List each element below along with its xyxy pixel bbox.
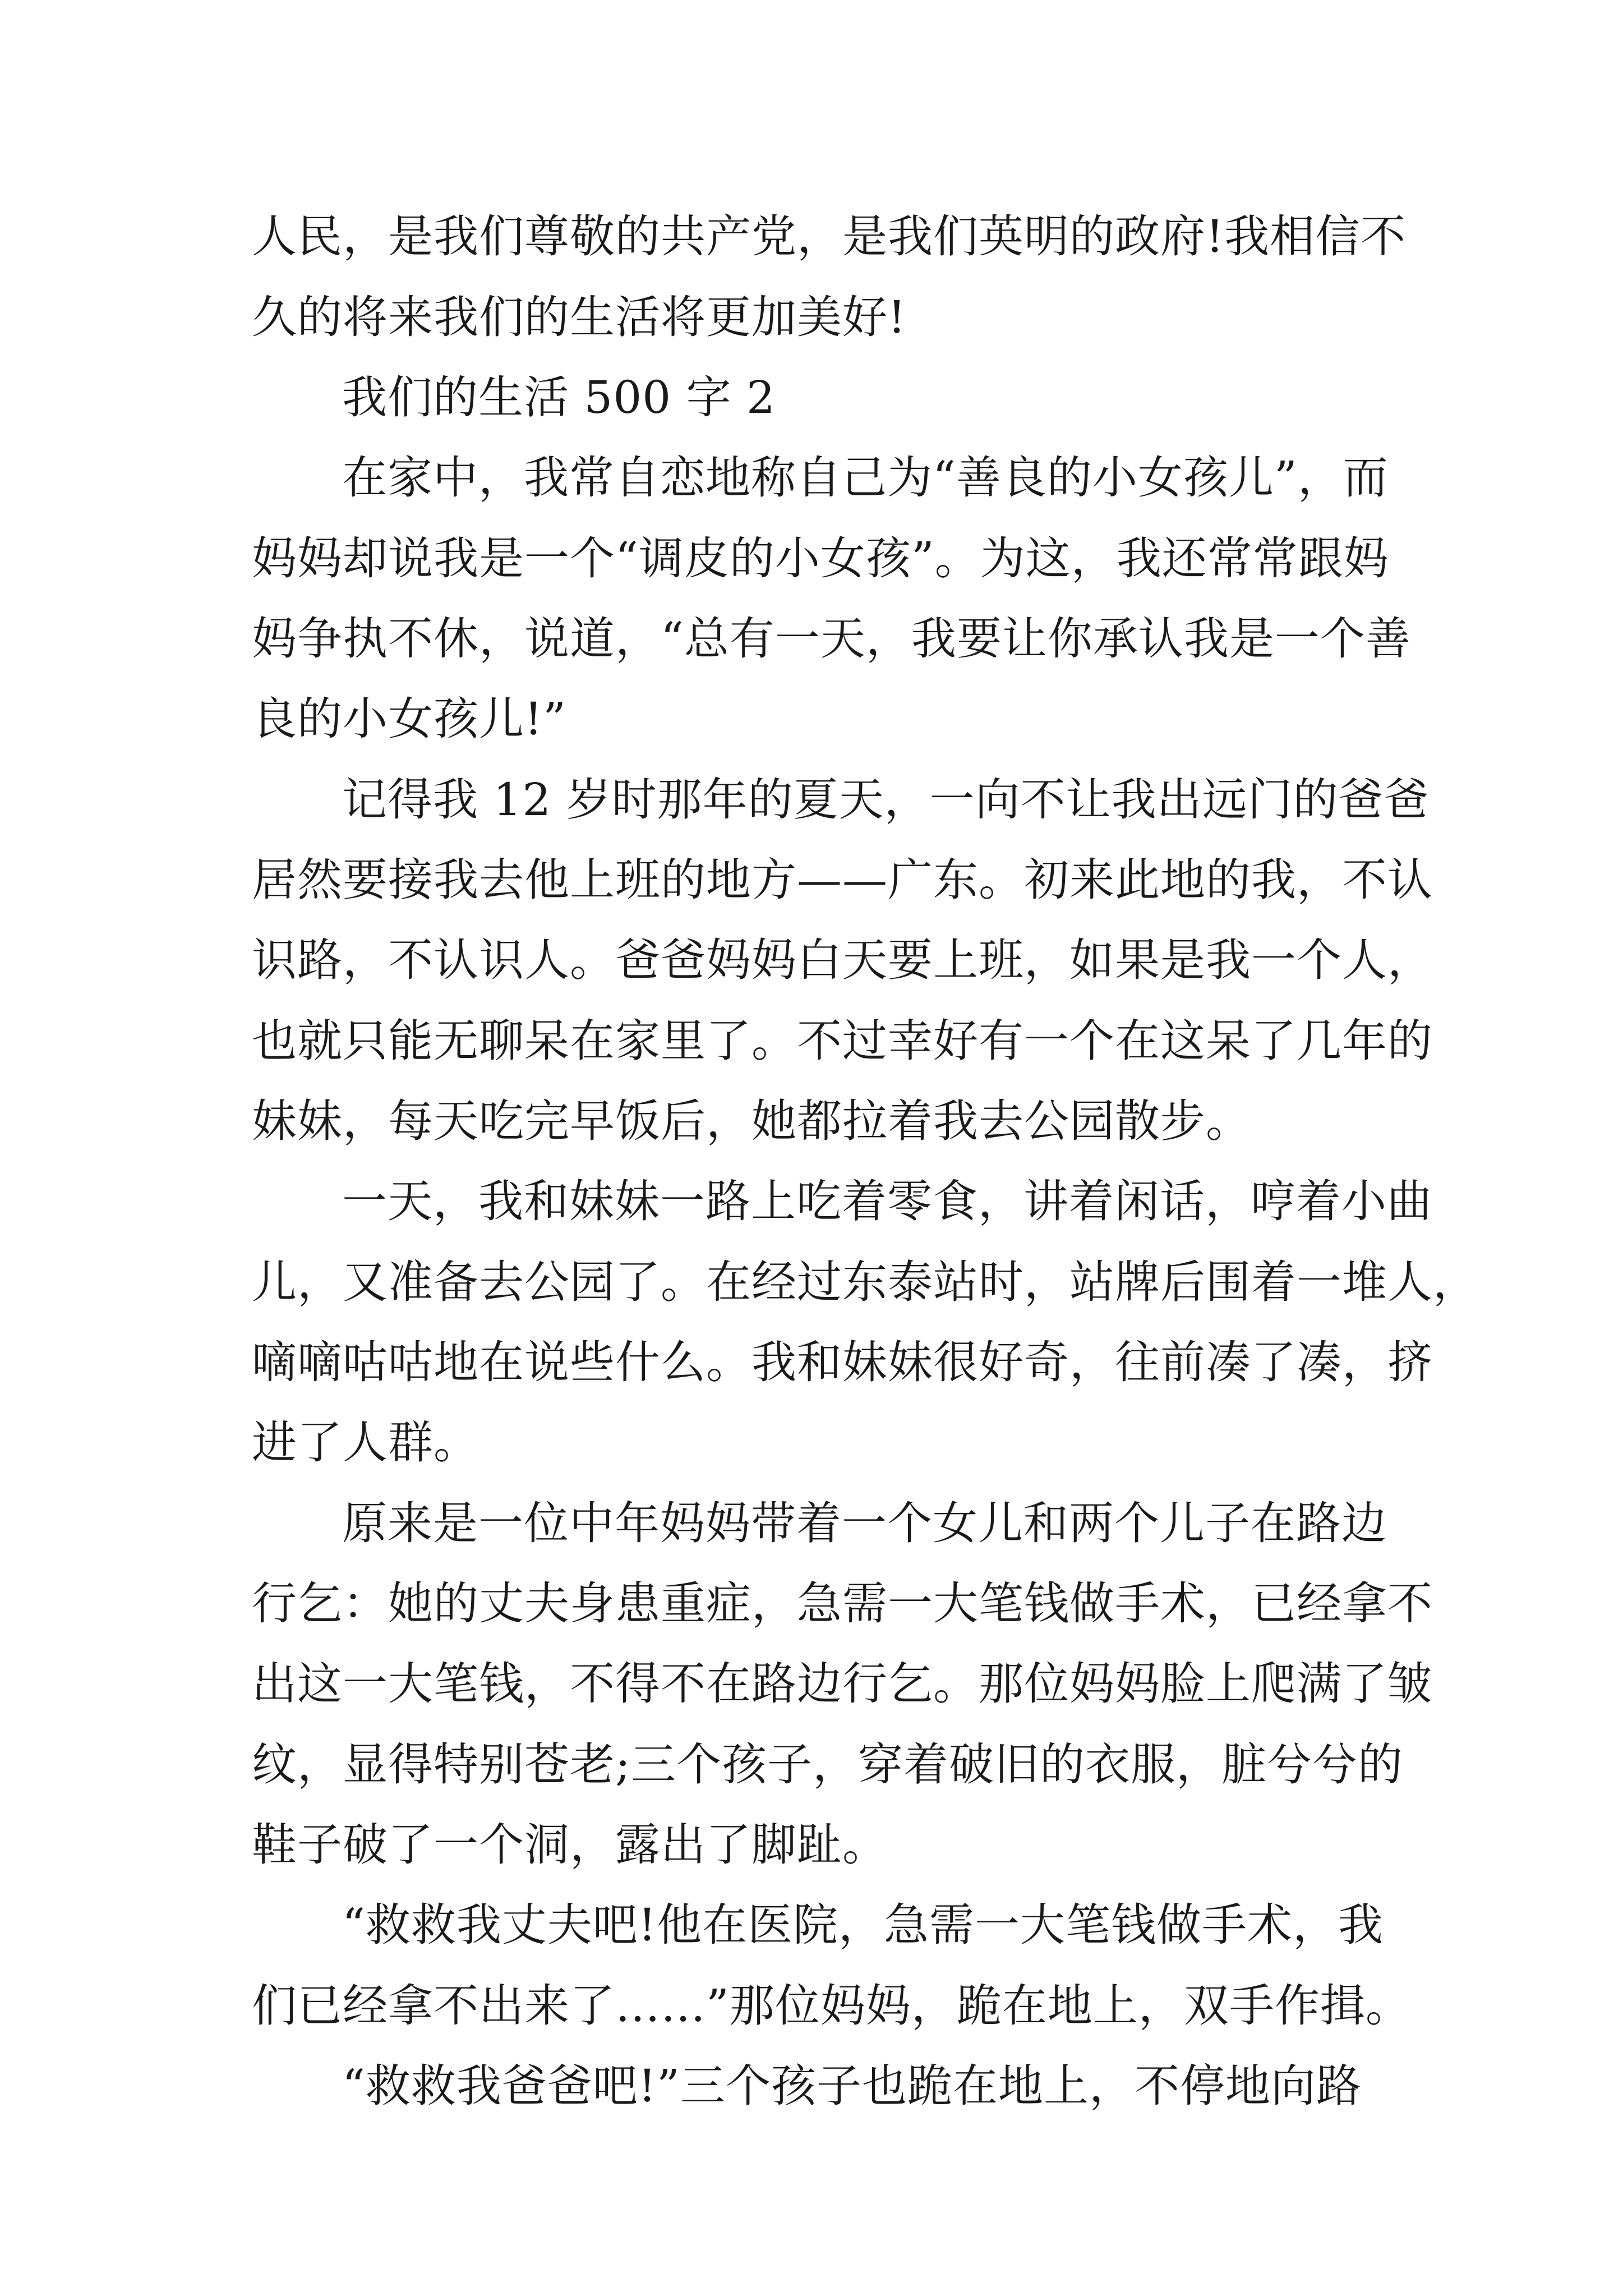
text-line: 出这一大笔钱，不得不在路边行乞。那位妈妈脸上爬满了皱 <box>252 1658 1433 1710</box>
text-line: 在家中，我常自恋地称自己为“善良的小女孩儿”，而 <box>342 452 1389 504</box>
text-line: 居然要接我去他上班的地方——广东。初来此地的我，不认 <box>252 854 1433 906</box>
text-line: 儿，又准备去公园了。在经过东泰站时，站牌后围着一堆人， <box>252 1256 1478 1308</box>
text-line: 识路，不认识人。爸爸妈妈白天要上班，如果是我一个人， <box>252 934 1433 986</box>
text-line: 们已经拿不出来了……”那位妈妈，跪在地上，双手作揖。 <box>252 1980 1411 2032</box>
text-line: 鞋子破了一个洞，露出了脚趾。 <box>252 1819 888 1871</box>
text-line: 久的将来我们的生活将更加美好! <box>252 291 907 343</box>
text-line: 纹，显得特别苍老;三个孩子，穿着破旧的衣服，脏兮兮的 <box>252 1738 1403 1791</box>
text-line: 良的小女孩儿!” <box>252 693 567 745</box>
text-line: 行乞：她的丈夫身患重症，急需一大笔钱做手术，已经拿不 <box>252 1577 1433 1630</box>
text-line: 进了人群。 <box>252 1416 479 1469</box>
text-line: 人民，是我们尊敬的共产党，是我们英明的政府!我相信不 <box>252 210 1407 263</box>
text-line: 一天，我和妹妹一路上吃着零食，讲着闲话，哼着小曲 <box>342 1175 1432 1227</box>
text-line: 也就只能无聊呆在家里了。不过幸好有一个在这呆了几年的 <box>252 1015 1433 1067</box>
section-heading: 我们的生活 500 字 2 <box>342 371 776 424</box>
text-line: 原来是一位中年妈妈带着一个女儿和两个儿子在路边 <box>342 1497 1387 1549</box>
text-line: 妈争执不休，说道，“总有一天，我要让你承认我是一个善 <box>252 613 1411 665</box>
text-line: 嘀嘀咕咕地在说些什么。我和妹妹很好奇，往前凑了凑，挤 <box>252 1336 1433 1388</box>
text-line: 记得我 12 岁时那年的夏天，一向不让我出远门的爸爸 <box>342 774 1430 826</box>
text-line: 妈妈却说我是一个“调皮的小女孩”。为这，我还常常跟妈 <box>252 532 1389 585</box>
text-line: “救救我爸爸吧!”三个孩子也跪在地上，不停地向路 <box>342 2060 1362 2112</box>
text-line: 妹妹，每天吃完早饭后，她都拉着我去公园散步。 <box>252 1095 1251 1147</box>
text-line: “救救我丈夫吧!他在医院，急需一大笔钱做手术，我 <box>342 1899 1384 1951</box>
